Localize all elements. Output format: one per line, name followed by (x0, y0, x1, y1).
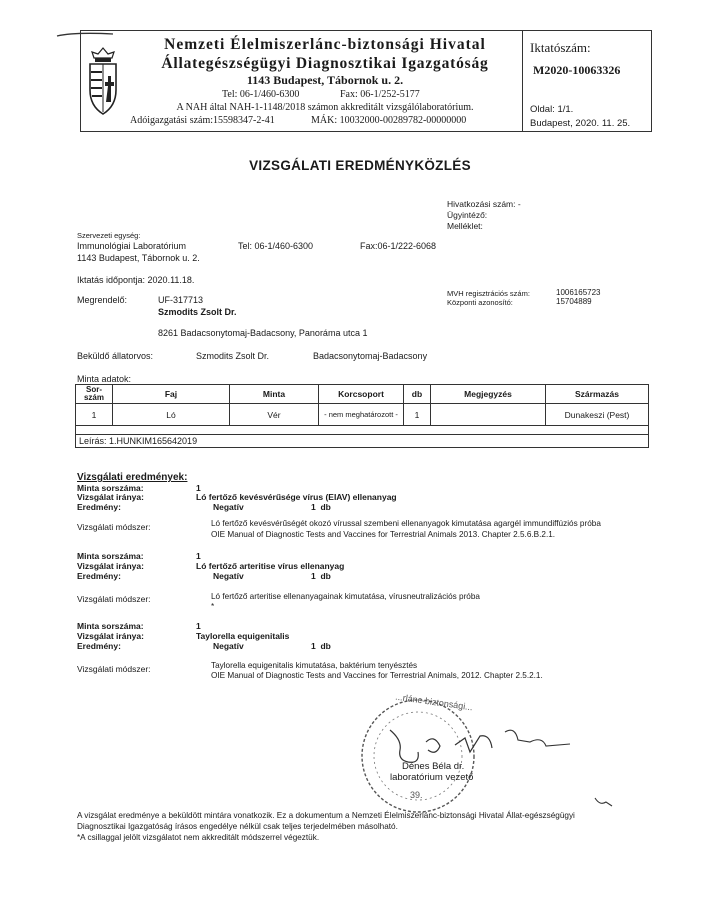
col-minta: Minta (230, 385, 319, 404)
sample-data-label: Minta adatok: (77, 374, 132, 384)
sample-description: Leírás: 1.HUNKIM165642019 (76, 435, 649, 448)
reference-number: Hivatkozási szám: - (447, 199, 521, 209)
case-officer: Ügyintéző: (447, 210, 488, 220)
unit-address: 1143 Budapest, Tábornok u. 2. (77, 253, 200, 263)
cell-szarmazas: Dunakeszi (Pest) (546, 404, 649, 426)
result3-method-line2: OIE Manual of Diagnostic Tests and Vaccines for Terrestrial Animals, 2012. Chapter 2.5.2.1. (211, 671, 543, 680)
signer-role: laboratórium vezető (390, 772, 474, 783)
central-id-value: 15704889 (556, 297, 592, 306)
org-name-line2: Állategészségügyi Diagnosztikai Igazgatóság (161, 55, 489, 72)
sample-table-header (76, 385, 649, 404)
table-description-row (76, 435, 649, 448)
cell-sorszam: 1 (76, 404, 113, 426)
label-method: Vizsgálati módszer: (77, 594, 151, 604)
customer-address: 8261 Badacsonytomaj-Badacsony, Panoráma utca 1 (158, 328, 368, 338)
label-method: Vizsgálati módszer: (77, 664, 151, 674)
table-row (76, 404, 649, 426)
accreditation-text: A NAH által NAH-1-1148/2018 számon akkreditált vizsgálólaboratórium. (176, 102, 474, 113)
cell-korcsoport: - nem meghatározott - (319, 404, 404, 426)
label-method: Vizsgálati módszer: (77, 522, 151, 532)
cell-db: 1 (404, 404, 431, 426)
mvh-reg-label: MVH regisztrációs szám: (447, 289, 530, 298)
vet-label: Beküldő állatorvos: (77, 351, 154, 361)
label-direction: Vizsgálat iránya: (77, 492, 144, 502)
result2-value: Negatív (213, 571, 244, 581)
customer-name: Szmodits Zsolt Dr. (158, 307, 237, 317)
org-fax: Fax: 06-1/252-5177 (340, 89, 420, 100)
unit-label: Szervezeti egység: (77, 231, 141, 240)
result3-sample-number: 1 (196, 621, 201, 631)
customer-label: Megrendelő: (77, 295, 128, 305)
attachment: Melléklet: (447, 221, 483, 231)
result1-direction: Ló fertőző kevésvérűsége vírus (EIAV) ellenanyag (196, 492, 397, 502)
stamp-text: ...rlánc-biztonsági... (394, 691, 474, 713)
col-faj: Faj (113, 385, 230, 404)
cell-faj: Ló (113, 404, 230, 426)
registration-date: Iktatás időpontja: 2020.11.18. (77, 275, 195, 285)
result1-sample-number: 1 (196, 483, 201, 493)
label-sample-number: Minta sorszáma: (77, 551, 144, 561)
col-szarmazas: Származás (546, 385, 649, 404)
results-heading: Vizsgálati eredmények: (77, 472, 188, 483)
label-result: Eredmény: (77, 502, 121, 512)
org-name-line1: Nemzeti Élelmiszerlánc-biztonsági Hivatal (164, 36, 486, 53)
org-tel: Tel: 06-1/460-6300 (222, 89, 300, 100)
stamp-number: 39. (410, 790, 423, 800)
vet-name: Szmodits Zsolt Dr. (196, 351, 270, 361)
footer-line2: Diagnosztikai Igazgatóság írásos engedélye nélkül csak teljes terjedelmében másolható. (77, 822, 398, 831)
result3-count: 1 db (311, 641, 331, 651)
result3-value: Negatív (213, 641, 244, 651)
col-sorszam: Sor-szám (76, 385, 113, 404)
label-sample-number: Minta sorszáma: (77, 483, 144, 493)
coat-of-arms-icon (86, 46, 120, 118)
central-id-label: Központi azonosító: (447, 298, 513, 307)
iktatoszam-label: Iktatószám: (530, 40, 591, 55)
result3-method-line1: Taylorella equigenitalis kimutatása, baktérium tenyésztés (211, 661, 418, 670)
sample-table (75, 384, 649, 448)
result1-count: 1 db (311, 502, 331, 512)
unit-fax: Fax:06-1/222-6068 (360, 241, 437, 251)
page-number: Oldal: 1/1. (530, 104, 574, 115)
mvh-reg-value: 1006165723 (556, 288, 601, 297)
label-direction: Vizsgálat iránya: (77, 631, 144, 641)
result1-value: Negatív (213, 502, 244, 512)
footer-line3: *A csillaggal jelölt vizsgálatot nem akkreditált módszerrel végeztük. (77, 833, 320, 842)
col-korcsoport: Korcsoport (319, 385, 404, 404)
issue-date: Budapest, 2020. 11. 25. (530, 118, 631, 129)
result2-method-line1: Ló fertőző arteritise ellenanyagainak kimutatása, vírusneutralizációs próba (211, 592, 480, 601)
result1-method-line2: OIE Manual of Diagnostic Tests and Vaccines for Terrestrial Animals 2013. Chapter 2.5.6.B.2.1. (211, 530, 556, 539)
cell-minta: Vér (230, 404, 319, 426)
tax-number: Adóigazgatási szám:15598347-2-41 (130, 115, 275, 126)
result1-method-line1: Ló fertőző kevésvérűségét okozó vírussal szembeni ellenanyagok kimutatása agargél immundiffúziós próba (211, 519, 601, 528)
label-direction: Vizsgálat iránya: (77, 561, 144, 571)
cell-megjegyzes (431, 404, 546, 426)
header-divider (522, 30, 523, 131)
iktatoszam-value: M2020-10063326 (533, 63, 621, 77)
col-db: db (404, 385, 431, 404)
label-result: Eredmény: (77, 641, 121, 651)
col-megjegyzes: Megjegyzés (431, 385, 546, 404)
customer-code: UF-317713 (158, 295, 204, 305)
org-address: 1143 Budapest, Tábornok u. 2. (246, 73, 404, 87)
result3-direction: Taylorella equigenitalis (196, 631, 290, 641)
label-sample-number: Minta sorszáma: (77, 621, 144, 631)
document-title: VIZSGÁLATI EREDMÉNYKÖZLÉS (249, 158, 471, 173)
label-result: Eredmény: (77, 571, 121, 581)
result2-sample-number: 1 (196, 551, 201, 561)
unit-name: Immunológiai Laboratórium (77, 241, 187, 251)
vet-place: Badacsonytomaj-Badacsony (313, 351, 428, 361)
signer-name: Dénes Béla dr. (402, 761, 465, 772)
footer-line1: A vizsgálat eredménye a beküldött mintára vonatkozik. Ez a dokumentum a Nemzeti Élelmiszerlánc-biztonsági Hivatal Állat-egészségügyi (77, 811, 575, 820)
table-spacer-row (76, 426, 649, 435)
result2-count: 1 db (311, 571, 331, 581)
mak-number: MÁK: 10032000-00289782-00000000 (311, 115, 467, 126)
unit-tel: Tel: 06-1/460-6300 (238, 241, 314, 251)
result2-direction: Ló fertőző arteritise vírus ellenanyag (196, 561, 345, 571)
result2-method-line2: * (211, 602, 215, 611)
